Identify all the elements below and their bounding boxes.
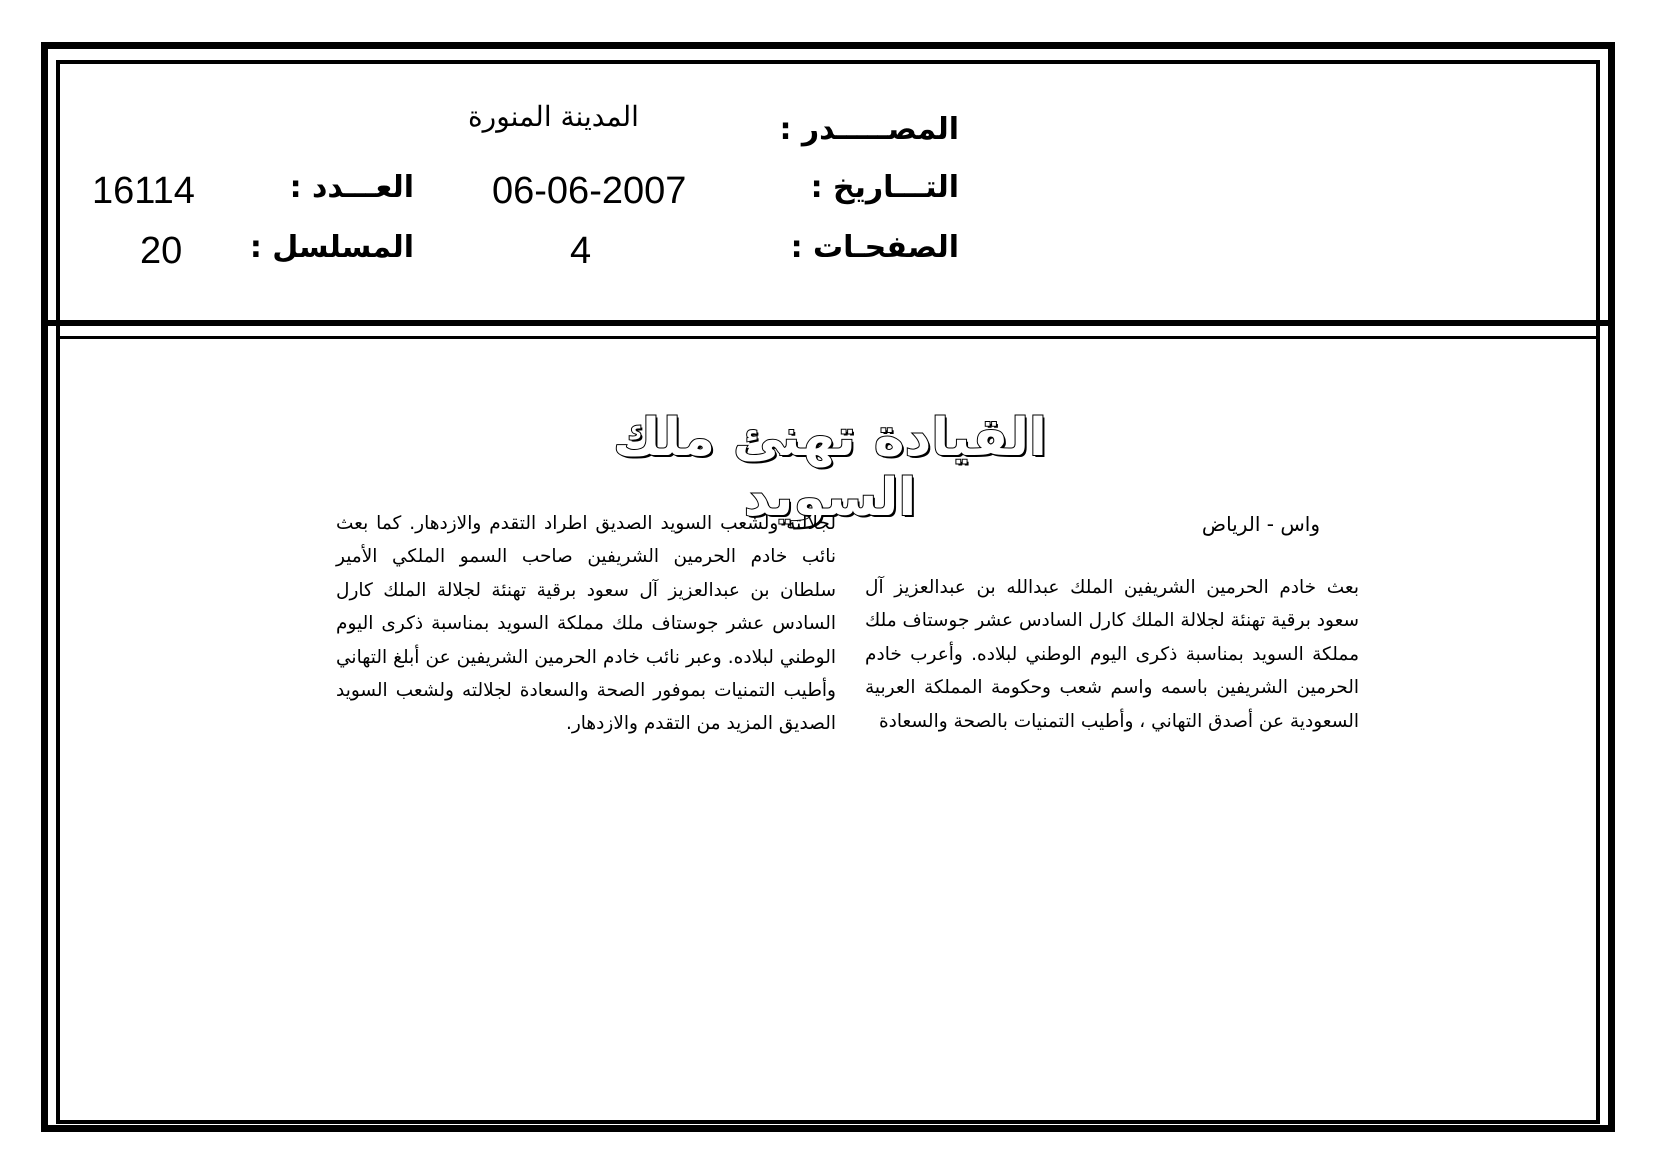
- article-dateline: واس - الرياض: [1201, 512, 1320, 536]
- pages-value: 4: [570, 230, 592, 272]
- issue-value: 16114: [92, 170, 195, 212]
- article-column-right: [865, 571, 1359, 738]
- source-value: المدينة المنورة: [468, 100, 639, 133]
- pages-label: الصفحـات :: [790, 230, 959, 265]
- header-divider-thick: [44, 320, 1614, 326]
- serial-value: 20: [140, 230, 183, 272]
- article-column-left: [336, 507, 836, 741]
- header-divider-thin: [60, 336, 1598, 339]
- source-label: المصـــــدر :: [779, 112, 959, 147]
- date-value: 06-06-2007: [492, 170, 687, 212]
- date-label: التـــاريخ :: [810, 170, 959, 205]
- issue-label: العـــدد :: [289, 170, 414, 205]
- article-paragraph-1: بعث خادم الحرمين الشريفين الملك عبدالله بن عبدالعزيز آل سعود برقية تهنئة لجلالة الملك كارل السادس عشر جوستاف ملك مملكة السويد بمناسبة ذكرى اليوم الوطني لبلاده. وأعرب خادم الحرمين الشريفين باسمه واسم شعب وحكومة المملكة العربية السعودية عن أصدق التهاني ، وأطيب التمنيات بالصحة والسعادة: [865, 577, 1359, 732]
- article-headline: القيادة تهنئ ملك السويد: [613, 408, 1047, 528]
- article-paragraph-2: لجلالته ولشعب السويد الصديق اطراد التقدم والازدهار. كما بعث نائب خادم الحرمين الشريفين صاحب السمو الملكي الأمير سلطان بن عبدالعزيز آل سعود برقية تهنئة لجلالة الملك كارل السادس عشر جوستاف ملك مملكة السويد بمناسبة ذكرى اليوم الوطني لبلاده. وعبر نائب خادم الحرمين الشريفين عن أبلغ التهاني وأطيب التمنيات بموفور الصحة والسعادة لجلالته ولشعب السويد الصديق المزيد من التقدم والازدهار.: [336, 513, 836, 735]
- serial-label: المسلسل :: [249, 230, 414, 265]
